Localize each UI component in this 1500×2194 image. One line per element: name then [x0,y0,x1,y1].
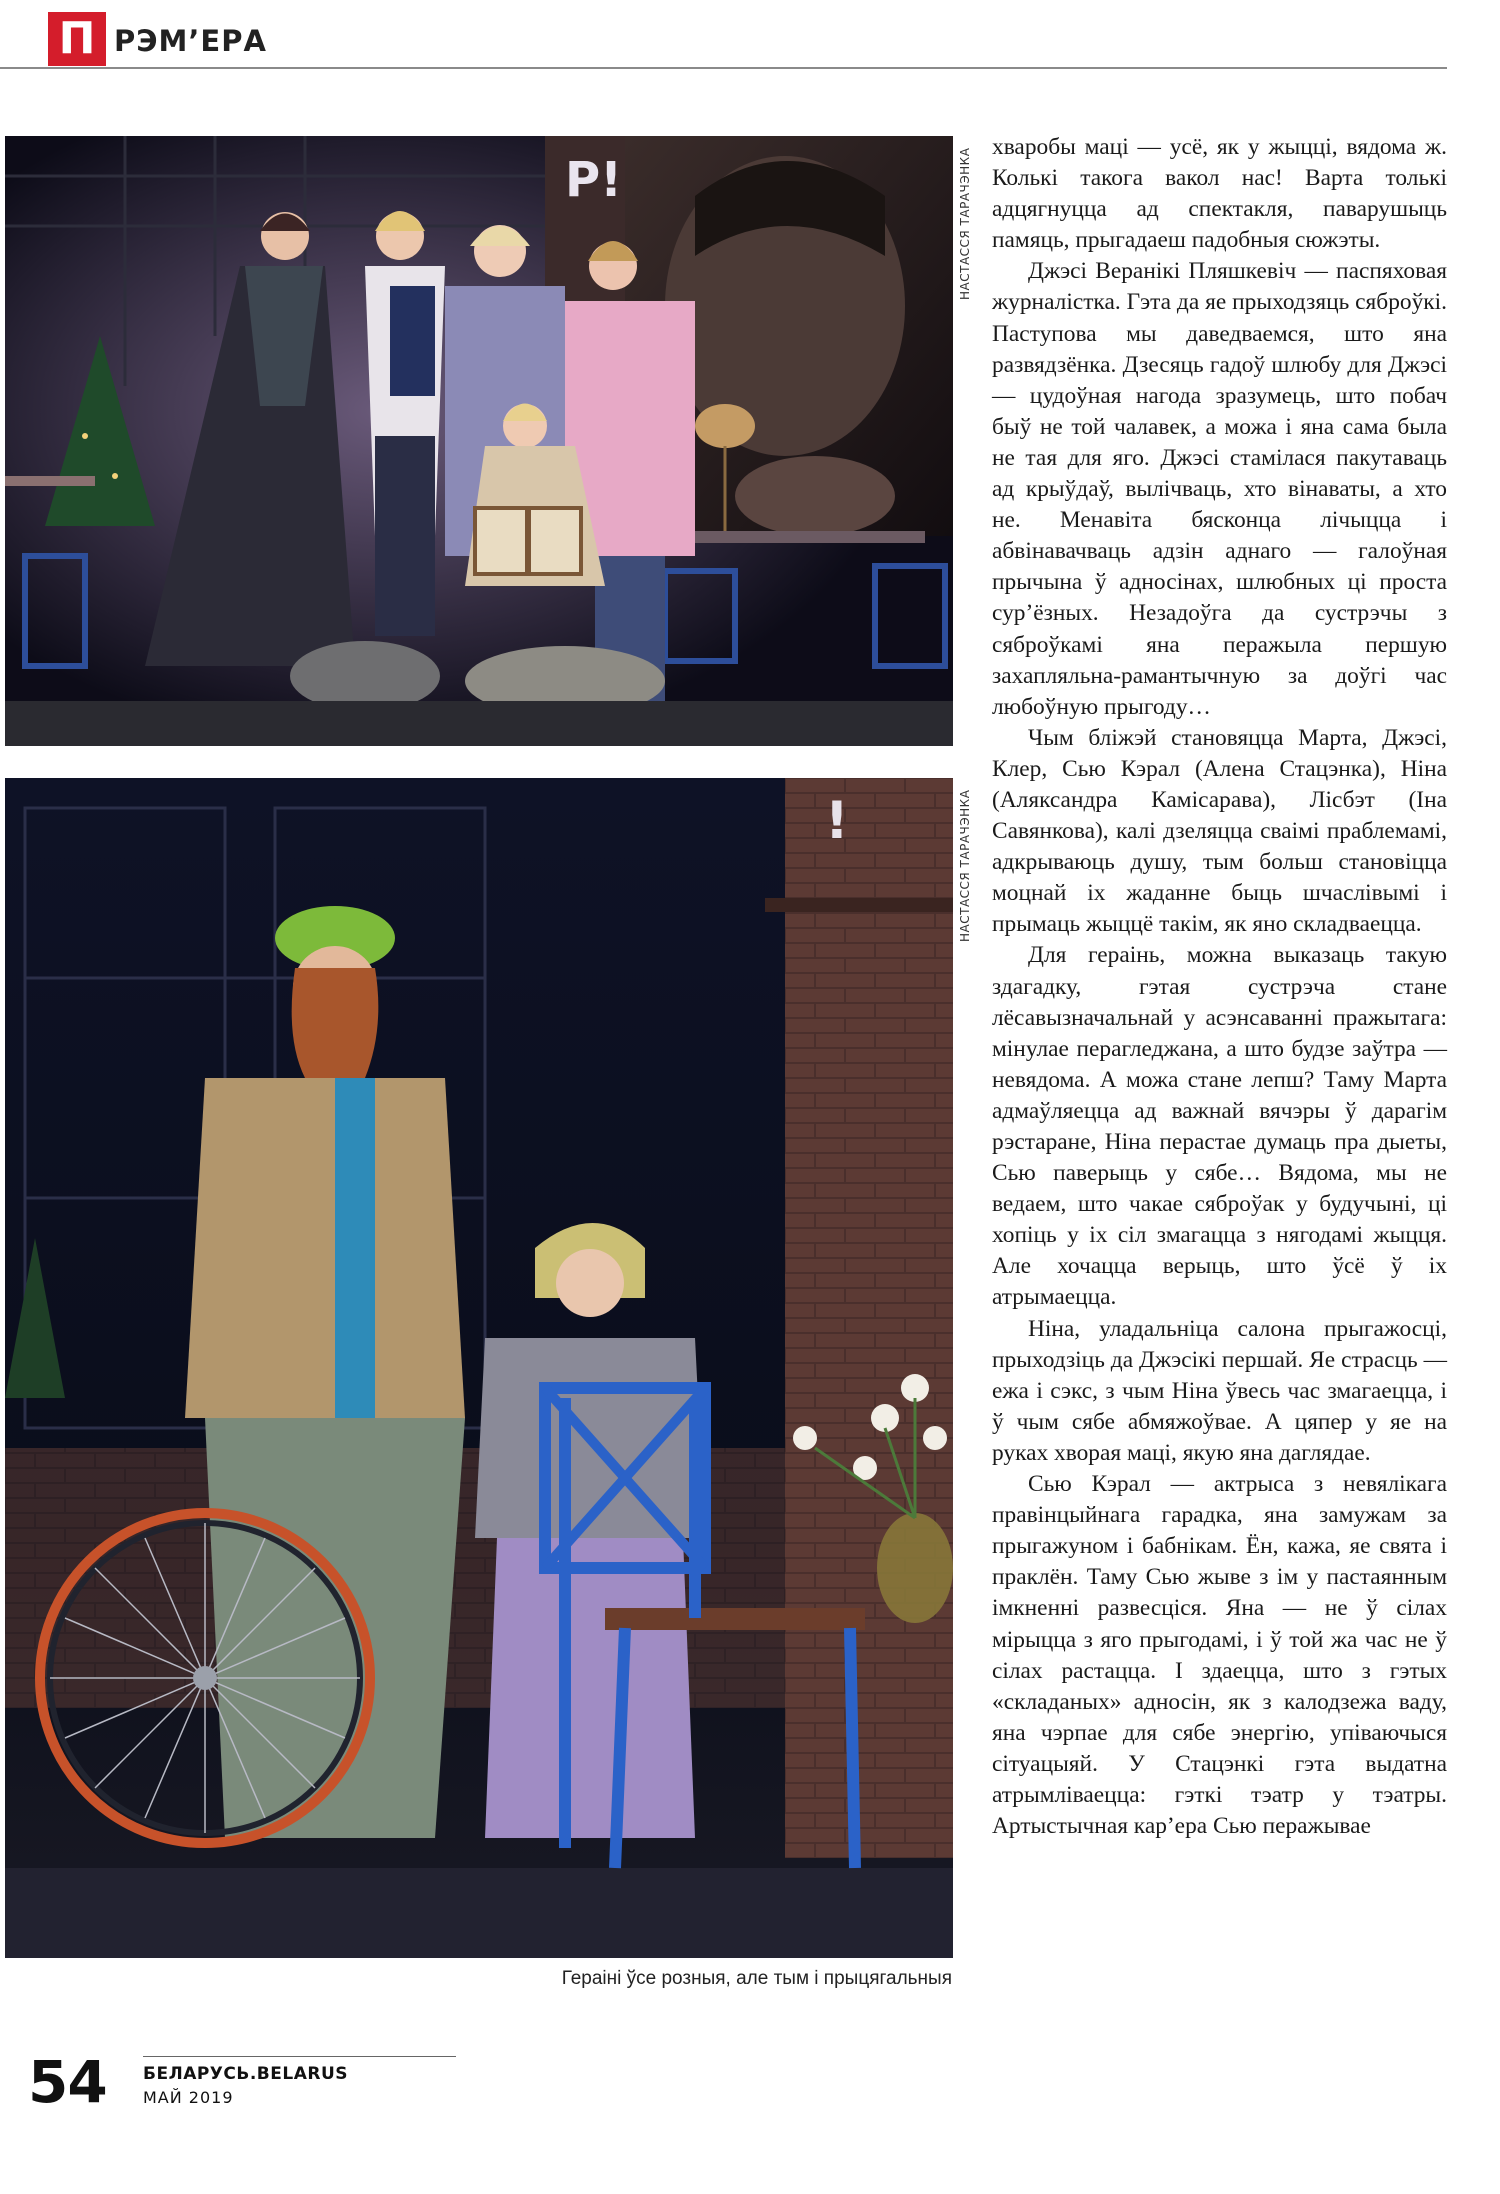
section-title: РЭМ’ЕРА [114,24,267,58]
magazine-title: БЕЛАРУСЬ.BELARUS [143,2064,349,2084]
header-divider [0,67,1447,69]
photo-caption: Гераіні ўсе розныя, але тым і прыцягальныя [561,1968,952,1989]
issue-date: МАЙ 2019 [143,2088,234,2107]
page-number: 54 [28,2048,107,2116]
article-paragraph: Для гераінь, можна выказаць такую здагадку, гэтая сустрэча стане лёсавызначальнай у асэнсаванні пражытага: мінулае перагледжана, а што будзе заўтра — невядома. А можа стане лепш? Таму Марта адмаўляецца ад важнай вячэры ў дарагім рэстаране, Ніна перастае думаць пра дыеты, Сью паверыць у сябе… Вядома, мы не ведаем, што чакае сяброўак у будучыні, ці хопіць у іх сіл змагацца з нягодамі жыцця. Але хочацца верыць, што ўсё ў іх атрымаецца. [992,942,1447,1311]
stage-sign-2: ! [825,791,849,851]
photo-credit-top: НАСТАССЯ ТАРАЧЭНКА [958,147,972,300]
article-paragraph: Джэсі Веранікі Пляшкевіч — паспяховая журналістка. Гэта да яе прыходзяць сяброўкі. Паступова мы даведваемся, што яна развядзёнка. Дзесяць гадоў шлюбу для Джэсі — цудоўная нагода зразумець, што побач быў не той чалавек, а можа і яна сама была не тая для яго. Джэсі стамілася пакутаваць ад крыўдаў, вылічваць, хто вінаваты, а хто не. Менавіта бясконца лічыцца і абвінавачваць адзін аднаго — галоўная прычына ў адносінах, шлюбных ці проста сур’ёзных. Незадоўга да сустрэчы з сяброўкамі яна перажыла першую захапляльна-рамантычную за доўгі час любоўную прыгоду… [992,258,1447,720]
stage-photo-bottom [5,778,953,1958]
section-marker-letter: П [58,13,96,64]
article-column [992,132,1447,1842]
article-paragraph: хваробы маці — усё, як у жыцці, вядома ж. Колькі такога вакол нас! Варта толькі адцягнуцца ад спектакля, паварушыць памяць, прыгадаеш падобныя сюжэты. [992,134,1447,254]
stage-sign-1: P! [565,152,623,208]
article-paragraph: Ніна, уладальніца салона прыгажосці, прыходзіць да Джэсікі першай. Яе страсць — ежа і сэкс, з чым Ніна ўвесь час змагаецца, і ў чым сябе абмяжоўвае. А цяпер у яе на руках хворая маці, якую яна даглядае. [992,1315,1447,1466]
article-paragraph: Сью Кэрал — актрыса з невялікага правінцыйнага гарадка, яна замужам за прыгажуном і бабнікам. Ён, кажа, яе свята і праклён. Таму Сью жыве з ім у пастаянным імкненні развесціся. Яна — не ў сілах мірыцца з яго прыгодамі, і ў той жа час не ў сілах растацца. І здаецца, што з гэтых «складаных» адносін, як з калодзежа ваду, яна чэрпае для сябе энергію, упіваючыся сітуацыяй. У Стацэнкі гэта выдатна атрымліваецца: гэткі тэатр у тэатры. Артыстычная кар’ера Сью перажывае [992,1471,1447,1840]
photo-credit-bottom: НАСТАССЯ ТАРАЧЭНКА [958,789,972,942]
article-paragraph: Чым бліжэй становяцца Марта, Джэсі, Клер, Сью Кэрал (Алена Стацэнка), Ніна (Аляксандра Камісарава), Лісбэт (Іна Савянкова), калі дзеляцца сваімі праблемамі, адкрываюць душу, тым больш становіцца моцнай іх жаданне быць шчаслівымі і прымаць жыццё такім, як яно складваецца. [992,724,1447,938]
footer-divider [143,2056,456,2057]
stage-photo-top [5,136,953,746]
